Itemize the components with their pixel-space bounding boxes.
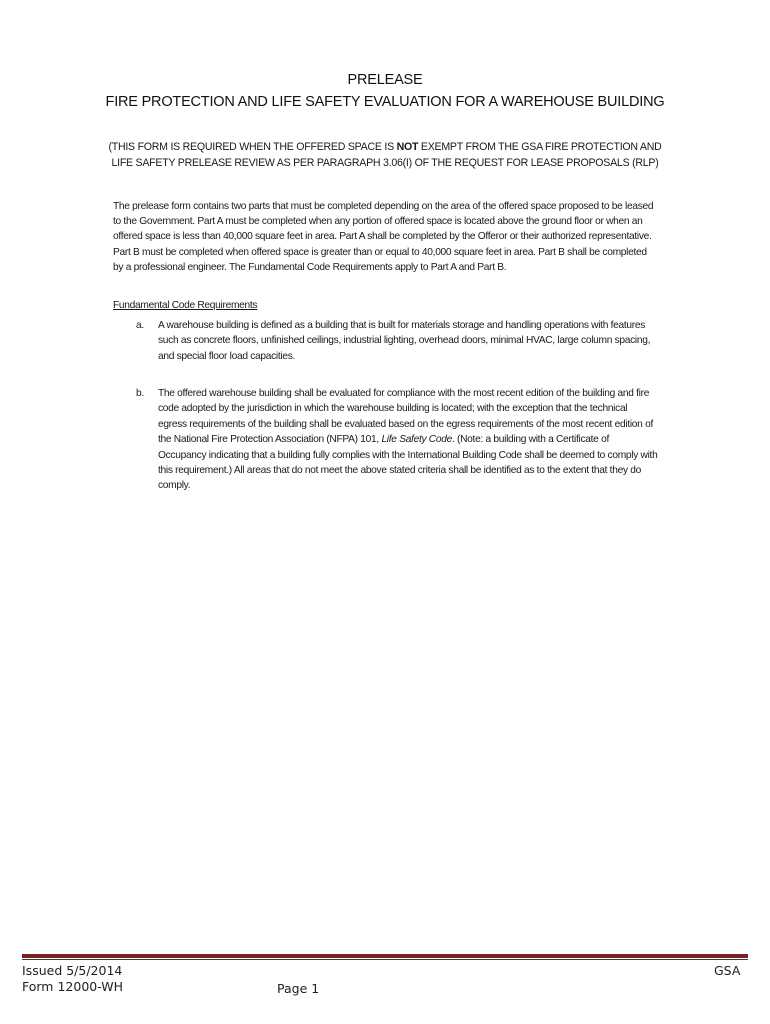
footer-form-number: Form 12000-WH	[22, 979, 123, 994]
list-item-text-end: . (Note: a building with a Certificate of Occupancy indicating that a building fully complies with the International Building Code shall be deemed to comply with this requirement.) All areas that do not meet the above stated criteria shall be identified as to the extent that they do comply.	[158, 434, 658, 492]
footer-issued-date: Issued 5/5/2014	[22, 963, 123, 978]
list-item-text: A warehouse building is defined as a building that is built for materials storage and handling operations with features such as concrete floors, unfinished ceilings, industrial lighting, overhead doors, minimal HVAC, large column spacing, and special floor load capacities.	[158, 320, 651, 362]
list-item-text	[158, 386, 658, 494]
footer-divider	[22, 954, 748, 958]
list-item-text-start: The offered warehouse building shall be evaluated for compliance with the most recent edition of the building and fire code adopted by the jurisdiction in which the warehouse building is located; with the exception that the technical egress requirements of the building shall be evaluated based on the egress requirements of the most recent edition of the National Fire Protection Association (NFPA) 101,	[158, 388, 653, 446]
footer-agency: GSA	[714, 963, 741, 978]
footer-page-number: Page 1	[277, 981, 320, 996]
list-marker: a.	[136, 320, 144, 331]
page-title-line-1: PRELEASE	[347, 72, 423, 88]
list-item	[113, 318, 658, 364]
notice-text-start: (THIS FORM IS REQUIRED WHEN THE OFFERED SPACE IS	[108, 141, 397, 153]
section-heading-fundamental-code: Fundamental Code Requirements	[113, 300, 258, 311]
footer-divider-thin	[22, 959, 748, 960]
code-title: Life Safety Code	[381, 434, 452, 446]
page-title-line-2: FIRE PROTECTION AND LIFE SAFETY EVALUATION FOR A WAREHOUSE BUILDING	[105, 94, 665, 110]
list-item	[113, 386, 658, 494]
notice-emphasis: NOT	[396, 141, 419, 153]
requirement-notice	[108, 140, 662, 171]
list-marker: b.	[136, 388, 144, 399]
notice-text-end: EXEMPT FROM THE GSA FIRE PROTECTION AND LIFE SAFETY PRELEASE REVIEW AS PER PARAGRAPH 3.06(I) OF THE REQUEST FOR LEASE PROPOSALS (RLP)	[111, 141, 662, 169]
intro-paragraph: The prelease form contains two parts that must be completed depending on the area of the offered space proposed to be leased to the Government. Part A must be completed when any portion of offered space is located above the ground floor or when an offered space is less than 40,000 square feet in area. Part A shall be completed by the Offeror or their authorized representative. Part B must be completed when offered space is greater than or equal to 40,000 square feet in area. Part B shall be completed by a professional engineer. The Fundamental Code Requirements apply to Part A and Part B.	[113, 201, 654, 273]
